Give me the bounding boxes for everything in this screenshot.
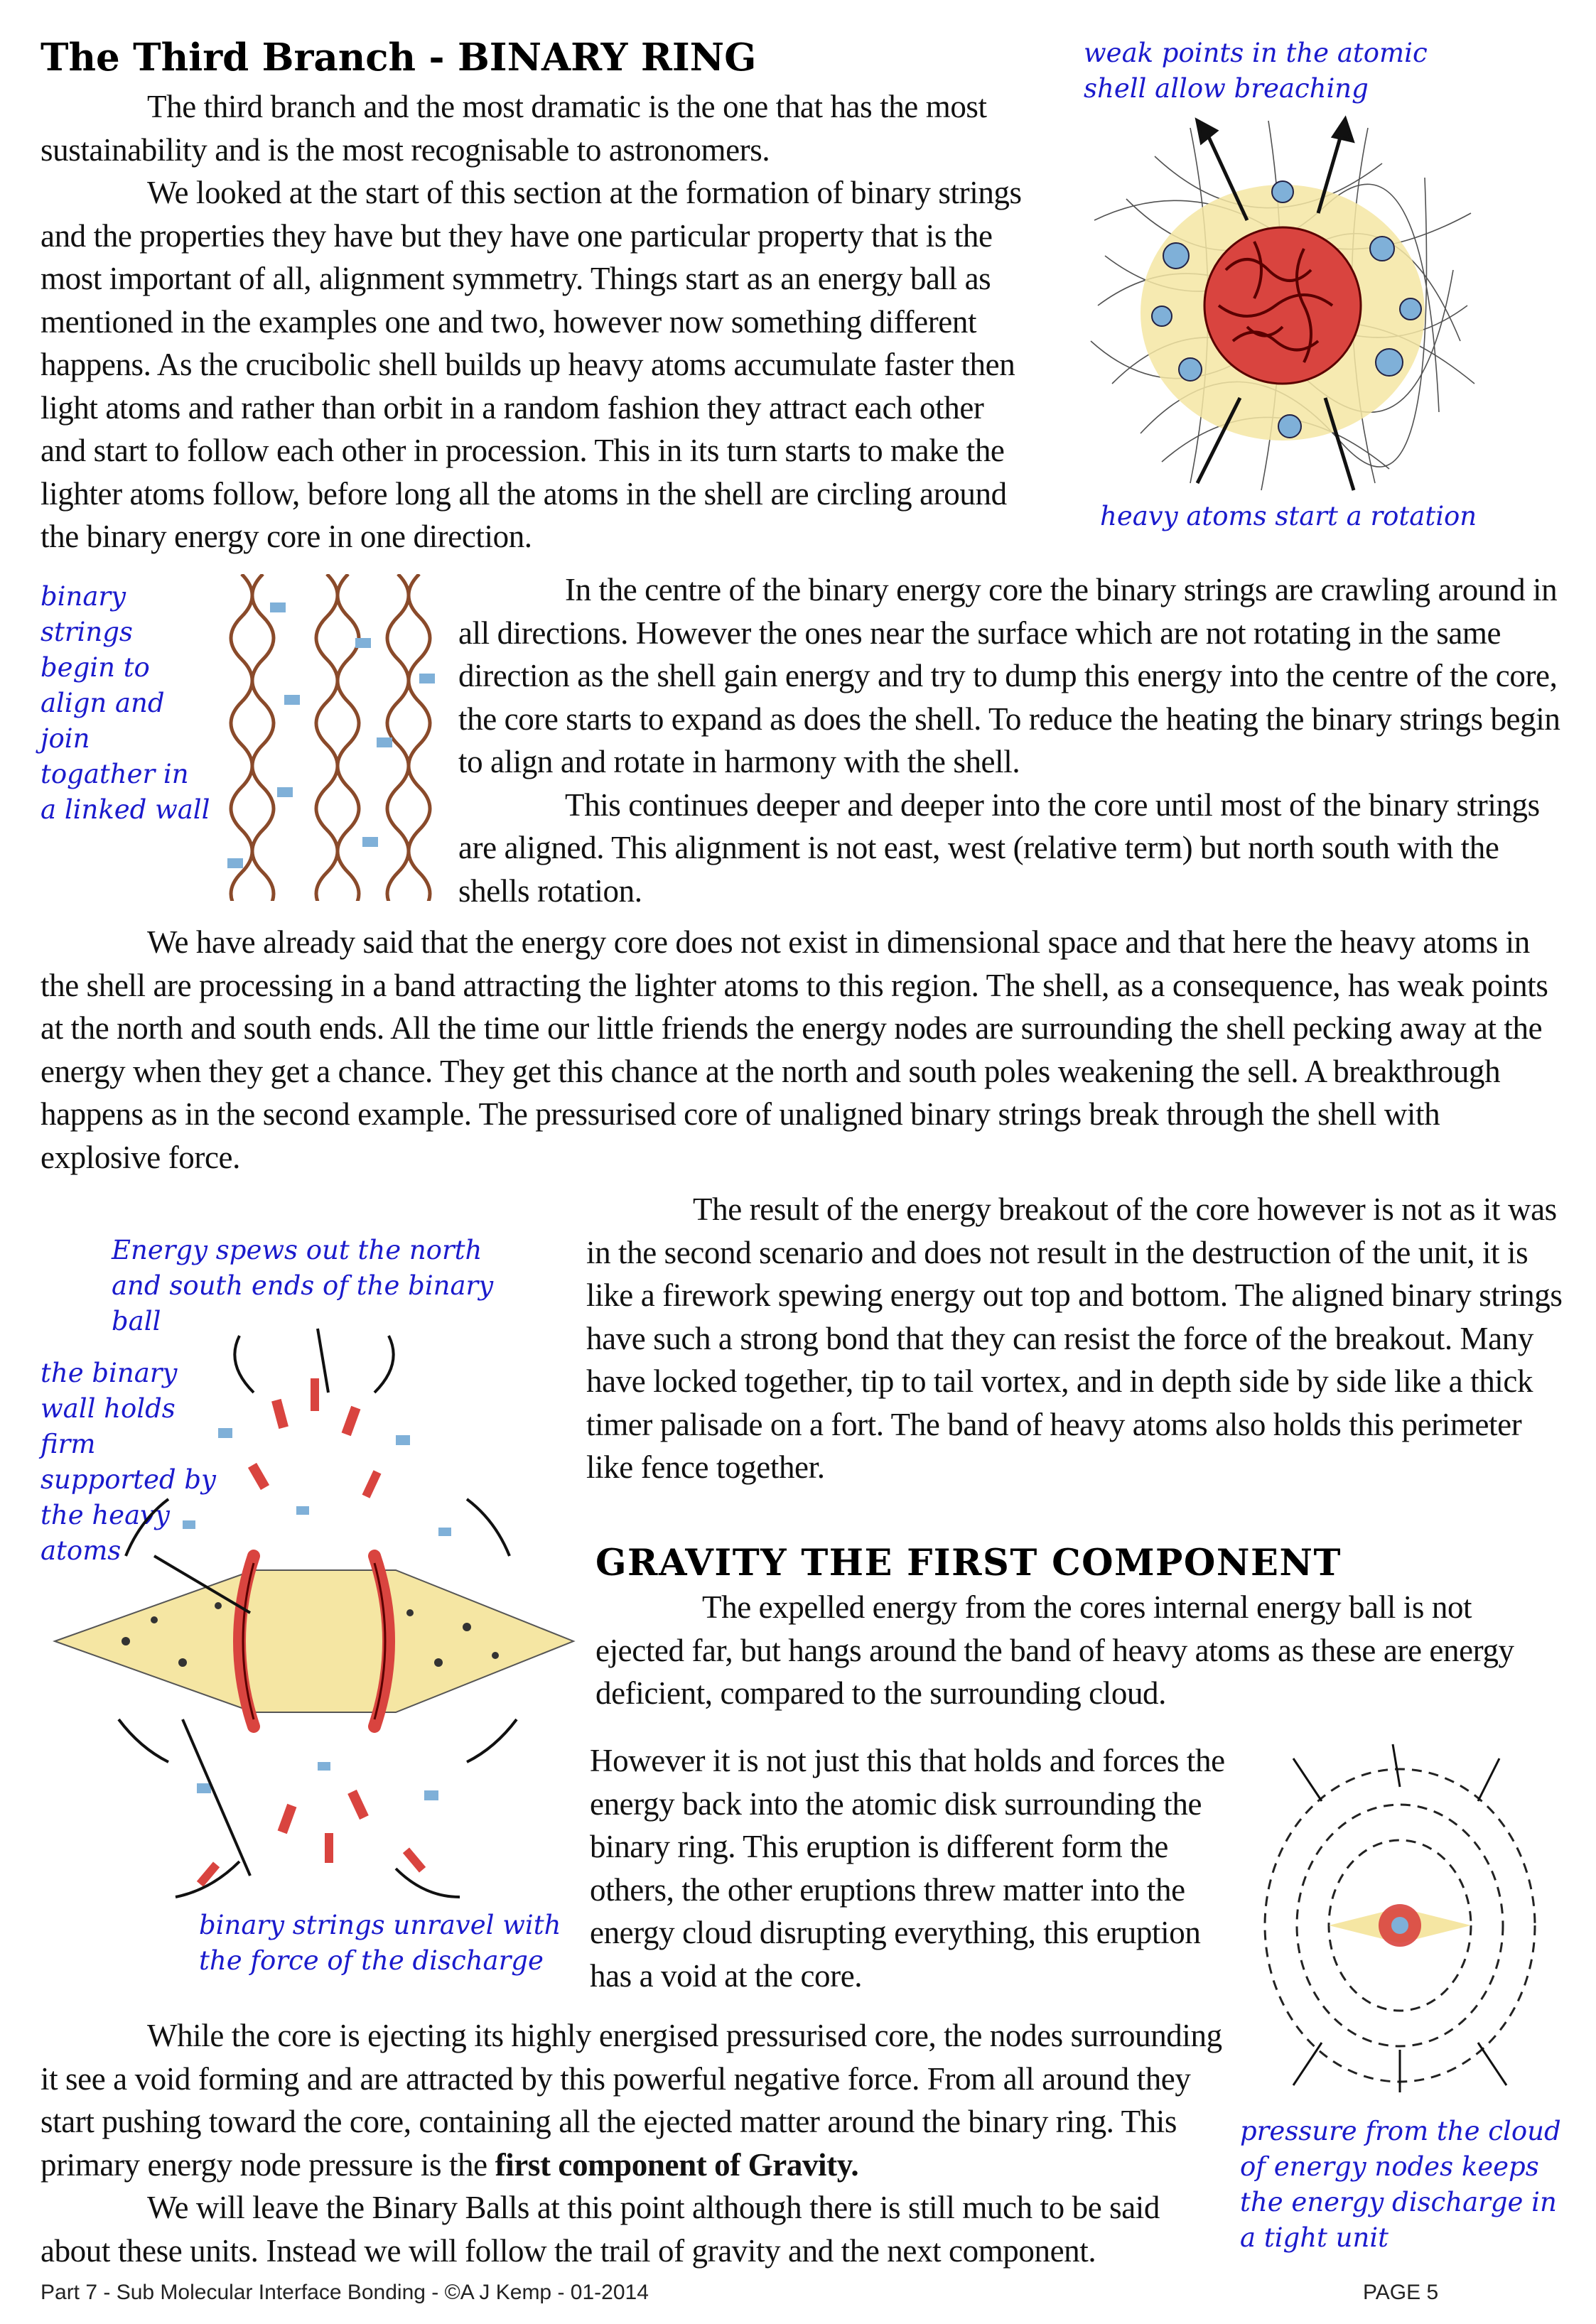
- footer-left: Part 7 - Sub Molecular Interface Bonding - ©A J Kemp - 01-2014: [41, 2281, 649, 2304]
- caption-binary-wall: the binary wall holds firm supported by the heavy atoms: [41, 1358, 216, 1566]
- paragraph-breakout: The result of the energy breakout of the core however is not as it was in the second scenario and does not result in the destruction of the unit, it is like a firework spewing energy out top and bottom. The aligned binary strings have such a strong bond that they can resist the force of the breakout. Many have locked together, tip to tail vortex, and in depth side by side like a thick timer palisade on a fort. The band of heavy atoms also holds this perimeter like fence together.: [586, 1191, 1563, 1485]
- paragraph-gravity-expelled: The expelled energy from the cores internal energy ball is not ejected far, but hangs around the band of heavy atoms as these are energy deficient, compared to the surrounding cloud.: [595, 1589, 1514, 1711]
- paragraph-alignment: We looked at the start of this section at the formation of binary strings and the properties they have but they have one particular property that is the most important of all, alignment symmetry. Things start as an energy ball as mentioned in the examples one and two, however now something different happens. As the crucibolic shell builds up heavy atoms accumulate faster then light atoms and rather than orbit in a random fashion they attract each other and start to follow each other in procession. This in its turn starts to make the lighter atoms follow, before long all the atoms in the shell are circling around the binary energy core in one direction.: [41, 175, 1022, 554]
- paragraphs-top: [41, 85, 1035, 558]
- page-number: PAGE 5: [1363, 2281, 1439, 2304]
- paragraph-core-aligned: This continues deeper and deeper into the core until most of the binary strings are aligned. This alignment is not east, west (relative term) but north south with the shells rotation.: [458, 787, 1540, 909]
- paragraph-leave-binary-balls: We will leave the Binary Balls at this point although there is still much to be said about these units. Instead we will follow the trail of gravity and the next component.: [41, 2190, 1160, 2269]
- atomic-shell-illustration: [1084, 114, 1482, 497]
- caption-energy-spews: Energy spews out the north and south ends of the binary ball: [112, 1235, 494, 1336]
- heading-gravity: GRAVITY THE FIRST COMPONENT: [595, 1542, 1342, 1584]
- paragraph-intro: The third branch and the most dramatic is the one that has the most sustainability and is the most recognisable to astronomers.: [41, 89, 987, 168]
- paragraph-void-text: While the core is ejecting its highly energised pressurised core, the nodes surrounding it see a void forming and are attracted by this powerful negative force. From all around they start pushing toward the core, containing all the ejected matter around the binary ring. This primary energy node pressure is the: [41, 2018, 1222, 2183]
- paragraph-full-width-block: [41, 921, 1561, 1179]
- caption-unravel: binary strings unravel with the force of the discharge: [199, 1910, 561, 1976]
- binary-wall-illustration: [213, 574, 444, 901]
- first-component-of-gravity: first component of Gravity.: [495, 2146, 859, 2183]
- caption-pressure: pressure from the cloud of energy nodes keeps the energy discharge in a tight unit: [1240, 2116, 1561, 2253]
- caption-binary-strings-align: binary strings begin to align and join togather in a linked wall: [41, 581, 210, 825]
- paragraph-gravity-2-block: [590, 1739, 1229, 1997]
- pressure-cloud-illustration: [1251, 1730, 1549, 2099]
- paragraphs-core: [458, 568, 1567, 912]
- paragraph-breakout-block: [586, 1188, 1563, 1489]
- caption-weak-points: weak points in the atomic shell allow breaching: [1084, 38, 1428, 104]
- eruption-illustration: [41, 1322, 581, 1940]
- paragraph-gravity-1-block: [595, 1586, 1562, 1715]
- paragraph-gravity-disk: However it is not just this that holds and forces the energy back into the atomic disk surrounding the binary ring. This eruption is different form the others, the other eruptions threw matter into the energy cloud disrupting everything, this eruption has a void at the core.: [590, 1743, 1225, 1994]
- paragraph-weak-points: We have already said that the energy core does not exist in dimensional space and that here the heavy atoms in the shell are processing in a band attracting the lighter atoms to this region. The shell, as a consequence, has weak points at the north and south ends. All the time our little friends the energy nodes are surrounding the shell pecking away at the energy when they get a chance. They get this chance at the north and south poles weakening the sell. A breakthrough happens as in the second example. The pressurised core of unaligned binary strings break through the shell with explosive force.: [41, 924, 1548, 1175]
- paragraph-core-crawling: In the centre of the binary energy core the binary strings are crawling around in all directions. However the ones near the surface which are not rotating in the same direction as the shell gain energy and try to dump this energy into the centre of the core, the core starts to expand as does the shell. To reduce the heating the binary strings begin to align and rotate in harmony with the shell.: [458, 572, 1560, 779]
- paragraph-void-block: [41, 2014, 1234, 2272]
- caption-heavy-atoms: heavy atoms start a rotation: [1100, 501, 1477, 531]
- paragraph-void: [41, 2014, 1234, 2186]
- heading-binary-ring: The Third Branch - BINARY RING: [41, 36, 757, 80]
